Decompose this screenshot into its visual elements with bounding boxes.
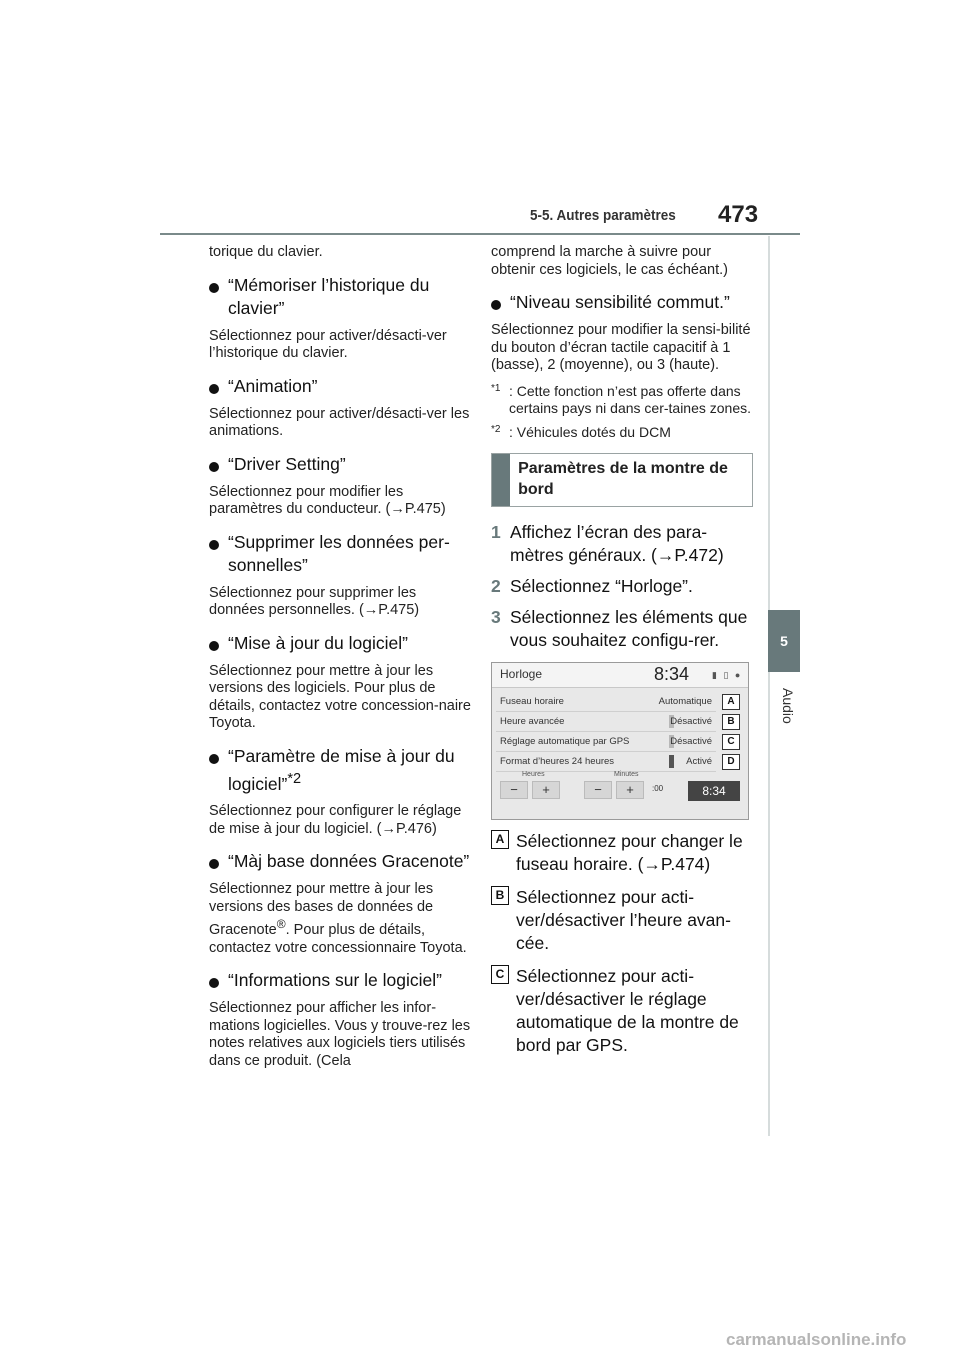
section-title: 5-5. Autres paramètres	[530, 207, 676, 224]
bullet-icon	[209, 978, 219, 988]
item-title: “Màj base données Gracenote”	[228, 851, 470, 872]
side-rule	[768, 236, 770, 1136]
row-fuseau[interactable]: Fuseau horaire Automatique	[496, 693, 716, 712]
item-desc: Sélectionnez pour activer/désacti-ver l’historique du clavier.	[209, 327, 447, 361]
screen-header	[492, 663, 748, 688]
clock-settings-screenshot	[491, 662, 749, 820]
minutes-label: Minutes	[614, 771, 639, 778]
chapter-tab: 5	[768, 610, 800, 672]
item-title: “Informations sur le logiciel”	[228, 970, 442, 991]
item-sensibilite	[491, 291, 753, 375]
item-desc: Sélectionnez pour configurer le réglage de mise à jour du logiciel. (→P.476)	[209, 803, 462, 837]
item-desc: Sélectionnez pour mettre à jour les versions des bases de données de Gracenote®. Pour plus de détails, contactez votre concessionnaire Toyota.	[209, 881, 467, 956]
item-title: “Supprimer les données per-sonnelles”	[228, 531, 450, 575]
item-mise-a-jour	[209, 632, 471, 733]
bullet-icon	[209, 384, 219, 394]
callout-a: A Sélectionnez pour changer le fuseau horaire. (→P.474)	[491, 830, 753, 876]
step-1: 1 Affichez l’écran des para-mètres généraux. (→P.472)	[491, 522, 724, 565]
item-desc: Sélectionnez pour modifier les paramètres du conducteur. (→P.475)	[209, 483, 446, 517]
item-desc: Sélectionnez pour activer/désacti-ver les animations.	[209, 405, 470, 439]
item-parametre-mise-a-jour	[209, 745, 471, 839]
item-driver-setting	[209, 453, 471, 519]
watermark: carmanualsonline.info	[726, 1330, 907, 1349]
item-gracenote	[209, 850, 471, 957]
item-desc: Sélectionnez pour supprimer les données personnelles. (→P.475)	[209, 584, 420, 618]
item-title: “Animation”	[228, 375, 318, 396]
callout-tag-b: B	[722, 714, 740, 730]
item-desc: Sélectionnez pour mettre à jour les versions des logiciels. Pour plus de détails, contactez votre concession-naire Toyota.	[209, 662, 471, 731]
toggle-indicator	[669, 755, 674, 768]
section-heading-bar	[492, 454, 510, 506]
callout-c: C Sélectionnez pour acti-ver/désactiver le réglage automatique de la montre de bord par GPS.	[491, 965, 753, 1057]
screen-clock: 8:34	[654, 664, 690, 684]
minutes-minus-button[interactable]: −	[584, 781, 612, 799]
row-heure-avancee[interactable]: Heure avancée Désactivé	[496, 713, 716, 732]
item-desc: Sélectionnez pour afficher les infor-mations logicielles. Vous y trouve-rez les notes relatives aux logiciels tiers utilisés dans ce produit. (Cela	[209, 1000, 471, 1069]
intro-text: torique du clavier.	[209, 244, 323, 260]
page-number: 473	[718, 201, 759, 228]
item-informations	[209, 969, 471, 1070]
hours-minus-button[interactable]: −	[500, 781, 528, 799]
registered-mark: ®	[276, 917, 286, 932]
callout-b: B Sélectionnez pour acti-ver/désactiver l’heure avan-cée.	[491, 886, 753, 955]
item-desc: Sélectionnez pour modifier la sensi-bilité du bouton d’écran tactile capacitif à 1 (basse), 2 (moyenne), ou 3 (haute).	[491, 322, 751, 373]
row-format-24h[interactable]: Format d’heures 24 heures Activé	[496, 753, 716, 772]
digital-time-display: 8:34	[688, 781, 740, 801]
chapter-label: Audio	[780, 688, 796, 724]
header-rule	[160, 233, 800, 235]
item-title: “Niveau sensibilité commut.”	[510, 292, 730, 312]
bullet-icon	[209, 641, 219, 651]
status-icons: ▮ ▯ ●	[712, 670, 743, 680]
bullet-icon	[209, 540, 219, 550]
hours-label: Heures	[522, 771, 545, 778]
footnote-2: *2 : Véhicules dotés du DCM	[491, 423, 671, 440]
bullet-icon	[209, 859, 219, 869]
callout-tag-d: D	[722, 754, 740, 770]
hours-plus-button[interactable]: +	[532, 781, 560, 799]
row-gps[interactable]: Réglage automatique par GPS Désactivé	[496, 733, 716, 752]
screen-title: Horloge	[500, 667, 543, 681]
item-title: “Mise à jour du logiciel”	[228, 632, 408, 653]
minutes-plus-button[interactable]: +	[616, 781, 644, 799]
item-memoriser	[209, 274, 471, 363]
footnote-1: *1 : Cette fonction n’est pas offerte dans certains pays ni dans cer-taines zones.	[491, 382, 752, 416]
callout-tag-a: A	[722, 694, 740, 710]
right-column	[491, 244, 753, 1067]
bullet-icon	[209, 283, 219, 293]
item-supprimer	[209, 531, 471, 620]
reset-zero-button[interactable]: :00	[652, 784, 664, 793]
bullet-icon	[209, 462, 219, 472]
step-3: 3 Sélectionnez les éléments que vous souhaitez configu-rer.	[491, 607, 748, 650]
section-heading	[491, 453, 753, 507]
callout-tag-c: C	[722, 734, 740, 750]
item-title: “Paramètre de mise à jour du logiciel”	[228, 745, 455, 794]
footnote-ref: *2	[287, 770, 302, 787]
item-title: “Driver Setting”	[228, 453, 346, 474]
continued-text: comprend la marche à suivre pour obtenir ces logiciels, le cas échéant.)	[491, 244, 728, 278]
bullet-icon	[491, 300, 501, 310]
item-animation	[209, 375, 471, 441]
left-column	[209, 244, 471, 1082]
item-title: “Mémoriser l’historique du clavier”	[228, 274, 430, 318]
section-heading-text: Paramètres de la montre de bord	[518, 460, 728, 498]
bullet-icon	[209, 754, 219, 764]
step-2: 2 Sélectionnez “Horloge”.	[491, 576, 693, 596]
